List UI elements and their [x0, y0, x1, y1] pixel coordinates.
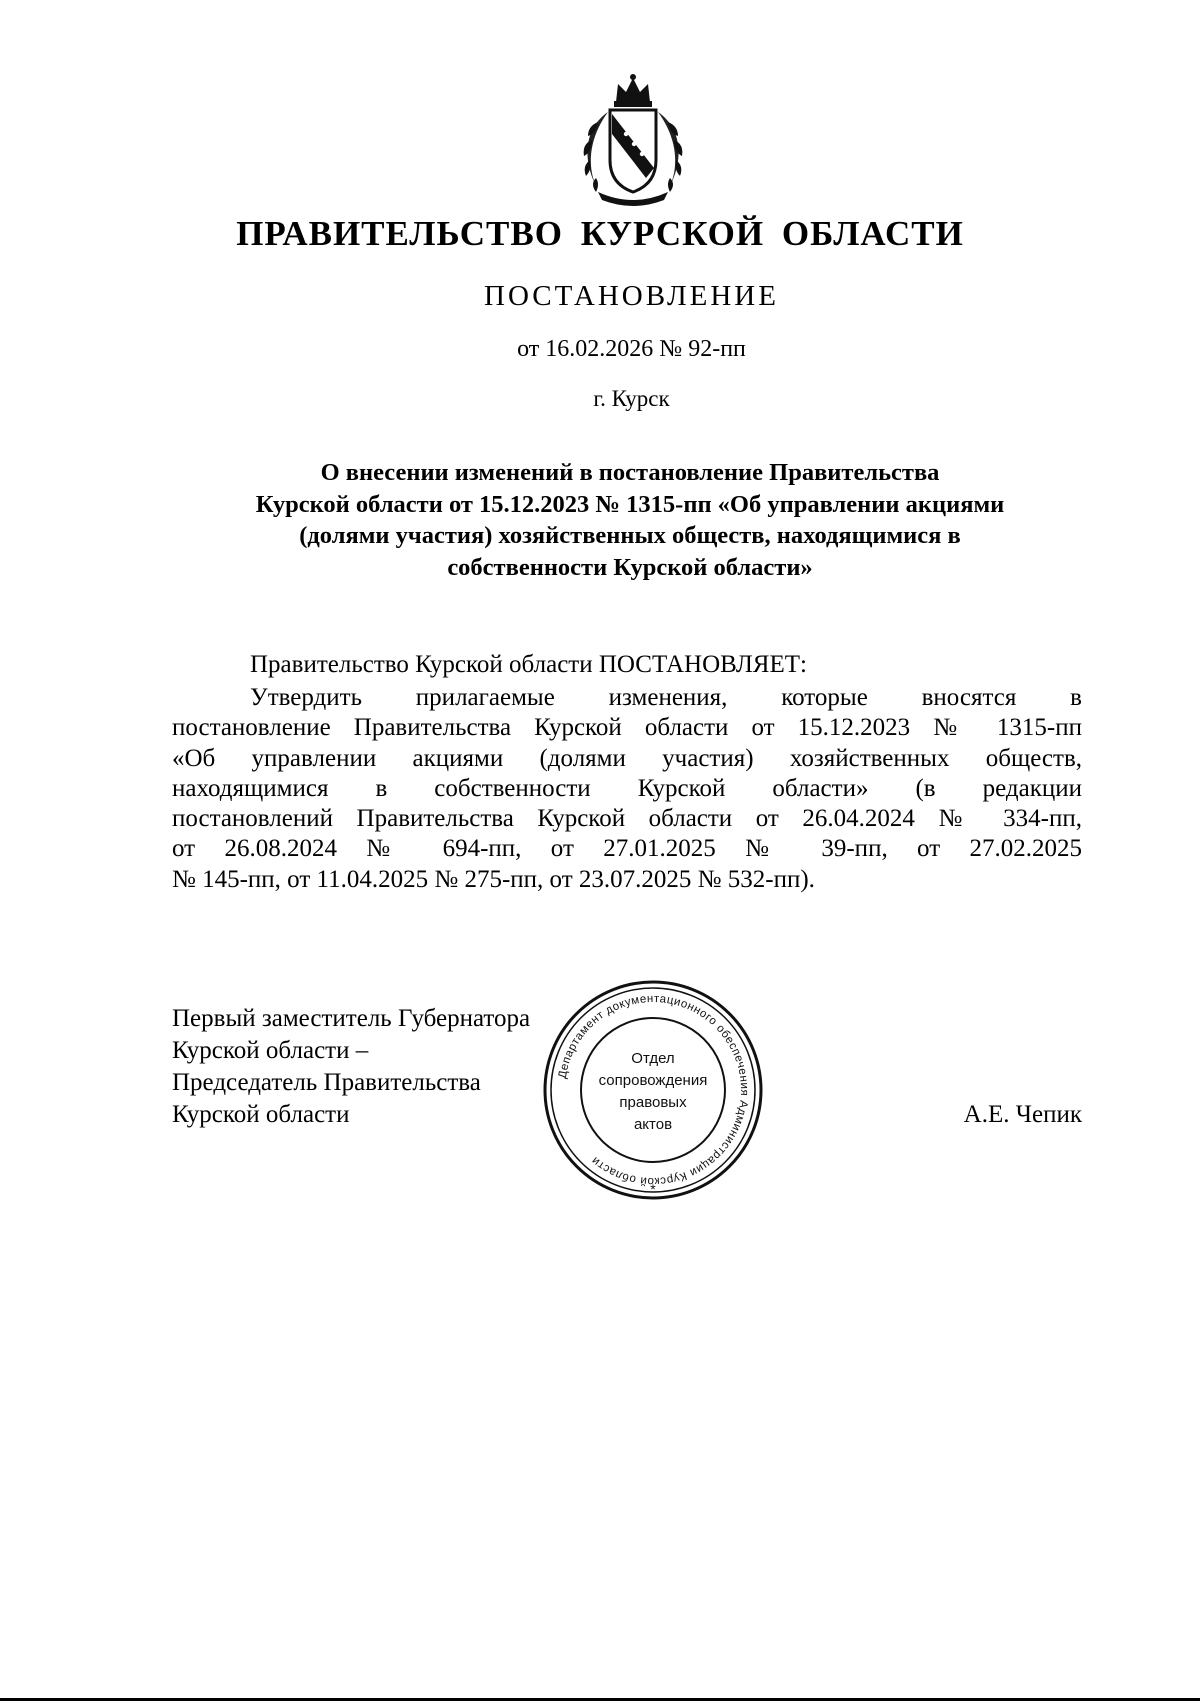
- stamp-center-line: сопровождения: [598, 1072, 708, 1089]
- signer-position-line: Курской области –: [172, 1037, 369, 1064]
- heading-line: Курской области от 15.12.2023 № 1315-пп «Об управлении акциями: [255, 490, 1005, 518]
- paragraph-line: находящимися в собственности Курской области» (в редакции: [172, 774, 1082, 802]
- resolution-paragraph: [172, 683, 1082, 895]
- document-number: от 16.02.2026 № 92-пп: [517, 336, 746, 362]
- coat-of-arms-icon: [568, 72, 698, 208]
- document-city: г. Курск: [593, 386, 670, 411]
- paragraph-line: «Об управлении акциями (долями участия) хозяйственных обществ,: [172, 744, 1082, 772]
- stamp-ring-text: Департамент документационного обеспечения Администрации Курской области: [556, 992, 751, 1188]
- signer-position-line: Курской области: [172, 1101, 350, 1128]
- signer-position: [172, 1003, 530, 1131]
- signer-position-line: Председатель Правительства: [172, 1069, 481, 1096]
- document-type: ПОСТАНОВЛЕНИЕ: [484, 280, 779, 312]
- paragraph-line: Утвердить прилагаемые изменения, которые вносятся в: [250, 684, 1082, 711]
- signer-name: А.Е. Чепик: [963, 1101, 1082, 1128]
- stamp-center-line: Отдел: [631, 1050, 675, 1067]
- stamp-center-line: актов: [633, 1116, 673, 1133]
- official-stamp: [538, 975, 768, 1205]
- paragraph-line: постановлений Правительства Курской области от 26.04.2024 № 334-пп,: [172, 805, 1082, 833]
- paragraph-line: № 145-пп, от 11.04.2025 № 275-пп, от 23.07.2025 № 532-пп).: [172, 865, 815, 893]
- paragraph-line: постановление Правительства Курской области от 15.12.2023 № 1315-пп: [172, 714, 1082, 742]
- document-heading: [160, 457, 1100, 583]
- heading-line: (долями участия) хозяйственных обществ, находящимися в: [299, 522, 961, 549]
- heading-line: собственности Курской области»: [447, 553, 813, 581]
- paragraph-line: от 26.08.2024 № 694-пп, от 27.01.2025 № 39-пп, от 27.02.2025: [172, 835, 1082, 863]
- stamp-star: *: [650, 1181, 656, 1197]
- heading-line: О внесении изменений в постановление Правительства: [320, 459, 940, 486]
- stamp-center-line: правовых: [619, 1094, 687, 1111]
- signer-position-line: Первый заместитель Губернатора: [172, 1005, 531, 1032]
- organization-title: ПРАВИТЕЛЬСТВО КУРСКОЙ ОБЛАСТИ: [236, 214, 964, 253]
- preamble: Правительство Курской области ПОСТАНОВЛЯЕТ:: [250, 651, 807, 678]
